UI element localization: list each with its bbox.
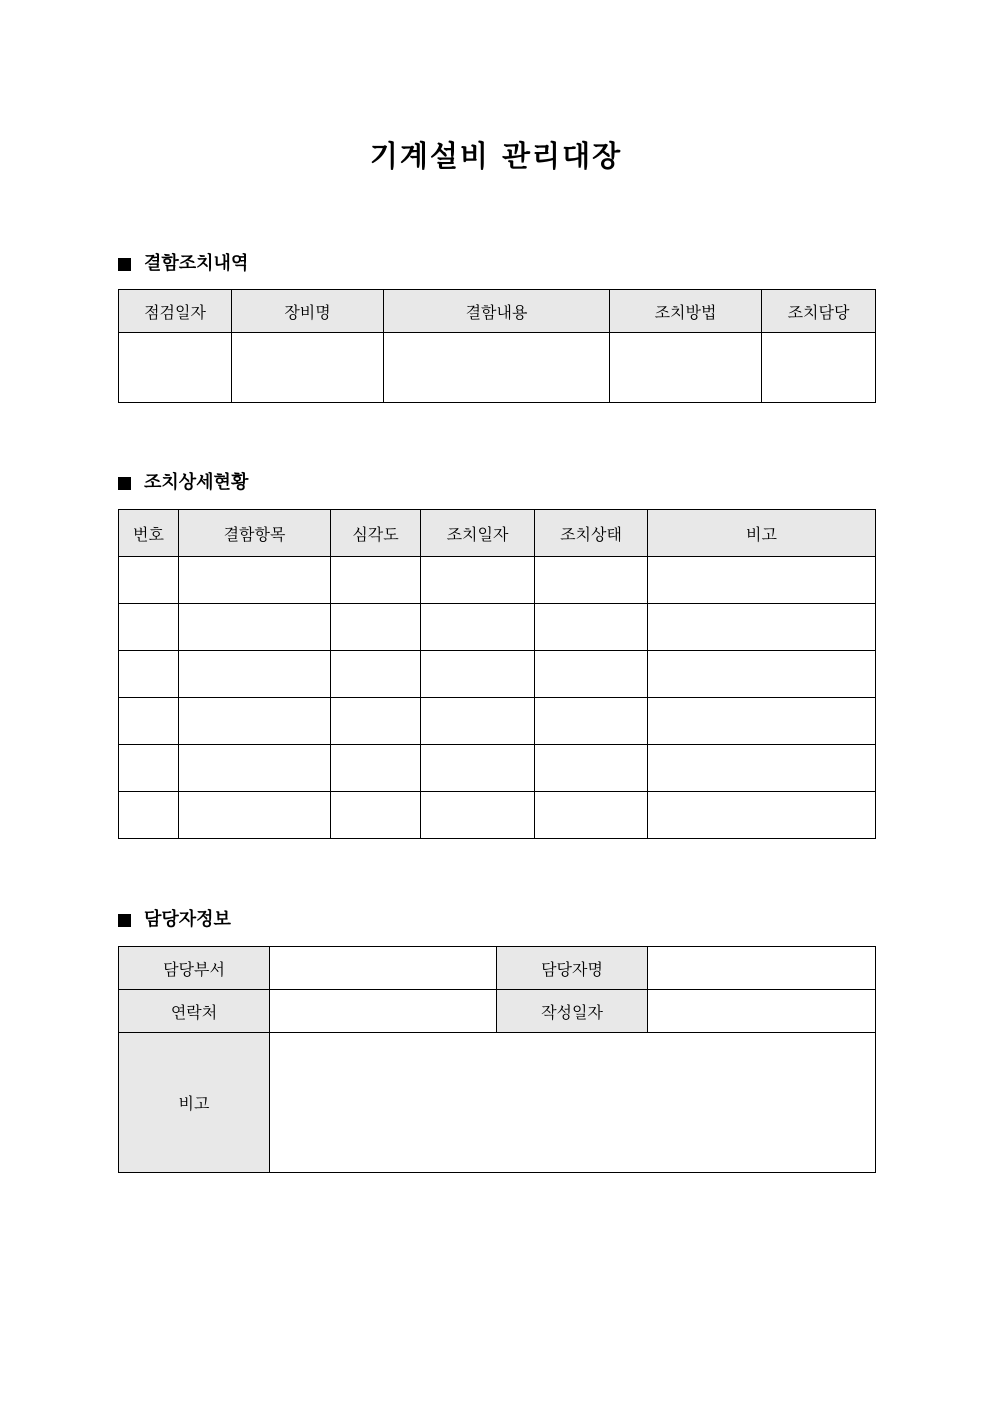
written-date-field[interactable] xyxy=(648,990,876,1033)
table-cell[interactable] xyxy=(421,745,535,792)
table-row xyxy=(119,698,876,745)
table-cell[interactable] xyxy=(331,792,421,839)
table-cell[interactable] xyxy=(648,557,876,604)
table-cell[interactable] xyxy=(119,792,179,839)
defect-content-cell[interactable] xyxy=(384,333,610,403)
table-cell[interactable] xyxy=(179,792,331,839)
table-cell[interactable] xyxy=(421,651,535,698)
table-cell[interactable] xyxy=(331,604,421,651)
column-header: 심각도 xyxy=(331,510,421,557)
table-cell[interactable] xyxy=(535,745,648,792)
table-cell[interactable] xyxy=(535,792,648,839)
column-header: 점검일자 xyxy=(119,290,232,333)
table-cell[interactable] xyxy=(648,745,876,792)
table-row xyxy=(119,651,876,698)
department-field[interactable] xyxy=(270,947,497,990)
department-label: 담당부서 xyxy=(119,947,270,990)
table-header-row xyxy=(119,290,876,333)
column-header: 결함내용 xyxy=(384,290,610,333)
table-cell[interactable] xyxy=(535,604,648,651)
remarks-field[interactable] xyxy=(270,1033,876,1173)
table-row xyxy=(119,990,876,1033)
table-cell[interactable] xyxy=(421,604,535,651)
table-cell[interactable] xyxy=(648,698,876,745)
column-header: 비고 xyxy=(648,510,876,557)
defect-action-table xyxy=(118,289,876,403)
square-bullet-icon xyxy=(118,258,131,271)
table-row xyxy=(119,947,876,990)
column-header: 조치상태 xyxy=(535,510,648,557)
table-cell[interactable] xyxy=(535,651,648,698)
table-row xyxy=(119,792,876,839)
column-header: 결함항목 xyxy=(179,510,331,557)
equipment-name-cell[interactable] xyxy=(232,333,384,403)
table-header-row xyxy=(119,510,876,557)
section-title: 결함조치내역 xyxy=(144,253,249,274)
table-cell[interactable] xyxy=(331,698,421,745)
table-cell[interactable] xyxy=(179,698,331,745)
document-title: 기계설비 관리대장 xyxy=(369,139,623,173)
manager-name-field[interactable] xyxy=(648,947,876,990)
table-cell[interactable] xyxy=(119,698,179,745)
square-bullet-icon xyxy=(118,477,131,490)
written-date-label: 작성일자 xyxy=(497,990,648,1033)
table-cell[interactable] xyxy=(331,557,421,604)
table-cell[interactable] xyxy=(421,792,535,839)
table-cell[interactable] xyxy=(535,557,648,604)
square-bullet-icon xyxy=(118,914,131,927)
action-owner-cell[interactable] xyxy=(762,333,876,403)
table-cell[interactable] xyxy=(179,557,331,604)
table-row xyxy=(119,1033,876,1173)
table-cell[interactable] xyxy=(119,745,179,792)
contact-field[interactable] xyxy=(270,990,497,1033)
table-cell[interactable] xyxy=(421,698,535,745)
action-detail-table xyxy=(118,509,876,839)
table-cell[interactable] xyxy=(119,557,179,604)
table-cell[interactable] xyxy=(179,745,331,792)
table-cell[interactable] xyxy=(648,604,876,651)
table-cell[interactable] xyxy=(648,792,876,839)
manager-info-table xyxy=(118,946,876,1173)
table-cell[interactable] xyxy=(331,651,421,698)
remarks-label: 비고 xyxy=(119,1033,270,1173)
table-cell[interactable] xyxy=(648,651,876,698)
section-title: 조치상세현황 xyxy=(144,472,249,493)
column-header: 조치담당 xyxy=(762,290,876,333)
column-header: 장비명 xyxy=(232,290,384,333)
table-cell[interactable] xyxy=(119,651,179,698)
column-header: 조치일자 xyxy=(421,510,535,557)
contact-label: 연락처 xyxy=(119,990,270,1033)
section-title: 담당자정보 xyxy=(144,909,231,930)
section-heading-manager xyxy=(118,908,231,932)
table-cell[interactable] xyxy=(421,557,535,604)
manager-name-label: 담당자명 xyxy=(497,947,648,990)
table-cell[interactable] xyxy=(179,651,331,698)
table-row xyxy=(119,745,876,792)
section-heading-defects xyxy=(118,252,248,276)
table-row xyxy=(119,604,876,651)
inspection-date-cell[interactable] xyxy=(119,333,232,403)
column-header: 조치방법 xyxy=(610,290,762,333)
action-method-cell[interactable] xyxy=(610,333,762,403)
table-cell[interactable] xyxy=(331,745,421,792)
table-row xyxy=(119,333,876,403)
table-cell[interactable] xyxy=(179,604,331,651)
table-cell[interactable] xyxy=(119,604,179,651)
column-header: 번호 xyxy=(119,510,179,557)
table-row xyxy=(119,557,876,604)
section-heading-details xyxy=(118,471,248,495)
table-cell[interactable] xyxy=(535,698,648,745)
